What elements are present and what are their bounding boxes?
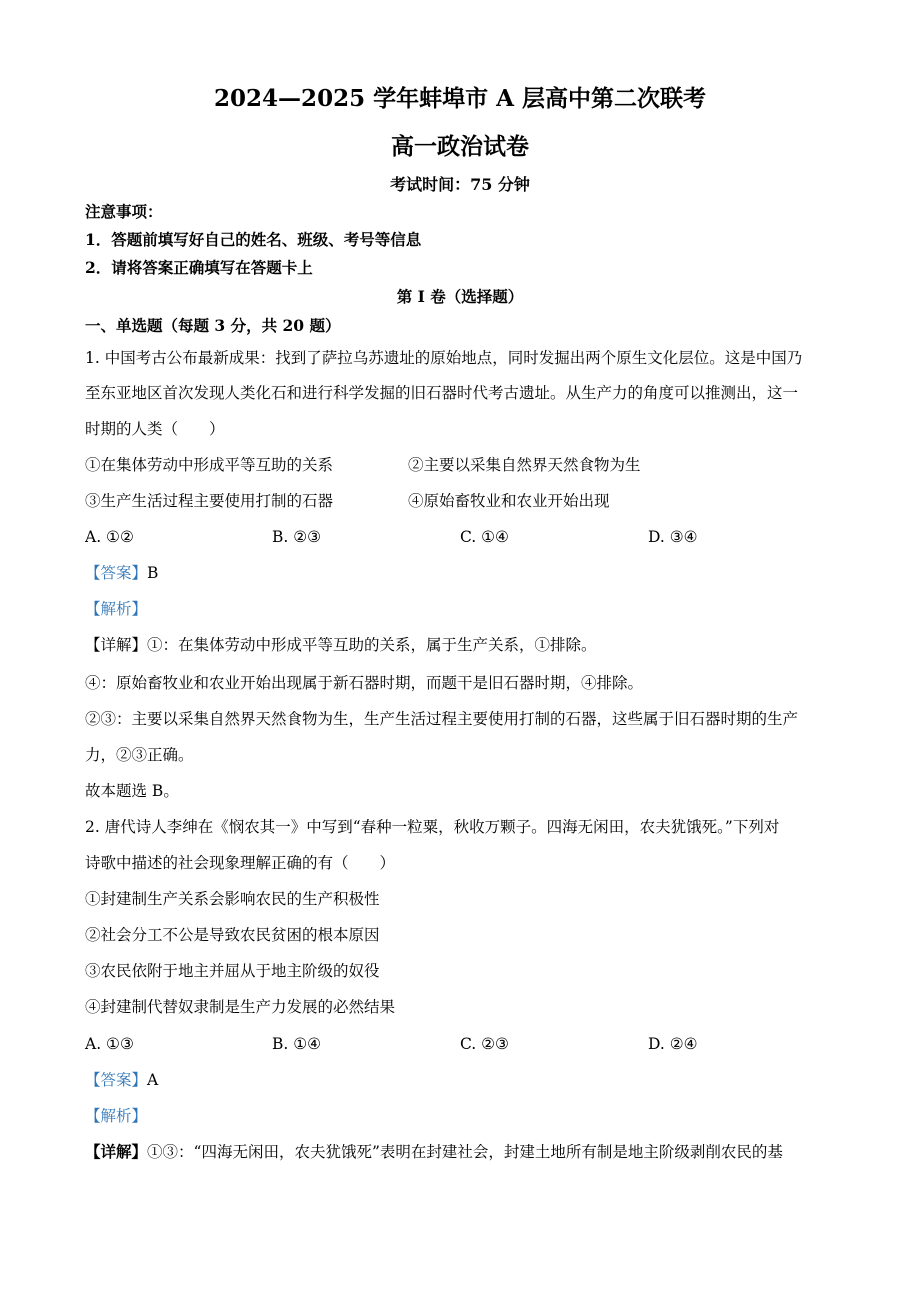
detail-text: ①：在集体劳动中形成平等互助的关系，属于生产关系，①排除。 xyxy=(147,636,597,654)
detail-text: ①③：“四海无闲田，农夫犹饿死”表明在封建社会，封建土地所有制是地主阶级剥削农民的基 xyxy=(147,1143,783,1161)
detail-line: ②③：主要以采集自然界天然食物为生，生产生活过程主要使用打制的石器，这些属于旧石器时期的生产 xyxy=(85,710,799,728)
option-d: D. ②④ xyxy=(648,1035,698,1053)
answer-value: A xyxy=(147,1071,159,1089)
notice-heading: 注意事项： xyxy=(85,202,163,221)
answer-tag: 【答案】 xyxy=(85,564,148,582)
answer-line xyxy=(85,1070,840,1090)
exam-time: 考试时间：75 分钟 xyxy=(390,175,530,194)
option-c: C. ②③ xyxy=(460,1035,509,1053)
detail-line xyxy=(85,635,840,655)
detail-line: ④：原始畜牧业和农业开始出现属于新石器时期，而题干是旧石器时期，④排除。 xyxy=(85,674,644,692)
statement: ③生产生活过程主要使用打制的石器 xyxy=(85,492,334,510)
notice-item: 1．答题前填写好自己的姓名、班级、考号等信息 xyxy=(85,230,422,249)
detail-line: 故本题选 B。 xyxy=(85,782,179,800)
question-stem-line: 1. 中国考古公布最新成果：找到了萨拉乌苏遗址的原始地点，同时发掘出两个原生文化层位。这是中国乃 xyxy=(85,349,803,367)
analysis-tag: 【解析】 xyxy=(85,600,148,618)
option-d: D. ③④ xyxy=(648,528,698,546)
answer-line xyxy=(85,563,840,583)
option-b: B. ①④ xyxy=(272,1035,322,1053)
answer-tag: 【答案】 xyxy=(85,1071,148,1089)
answer-value: B xyxy=(147,564,159,582)
question-stem-line: 诗歌中描述的社会现象理解正确的有（ ） xyxy=(85,854,396,872)
detail-line: 力，②③正确。 xyxy=(85,746,194,764)
statement: ②社会分工不公是导致农民贫困的根本原因 xyxy=(85,926,380,944)
question-stem-line: 至东亚地区首次发现人类化石和进行科学发掘的旧石器时代考古遗址。从生产力的角度可以推测出，这一 xyxy=(85,384,799,402)
section-heading: 一、单选题（每题 3 分，共 20 题） xyxy=(85,316,341,335)
option-c: C. ①④ xyxy=(460,528,509,546)
detail-tag: 【详解】 xyxy=(85,1142,148,1161)
option-a: A. ①③ xyxy=(85,1035,134,1053)
statement: ①在集体劳动中形成平等互助的关系 xyxy=(85,456,334,474)
question-stem-line: 时期的人类（ ） xyxy=(85,420,225,438)
part-title: 第 I 卷（选择题） xyxy=(396,287,524,306)
statement: ③农民依附于地主并屈从于地主阶级的奴役 xyxy=(85,962,380,980)
detail-tag: 【详解】 xyxy=(85,636,148,654)
option-a: A. ①② xyxy=(85,528,134,546)
statement: ④封建制代替奴隶制是生产力发展的必然结果 xyxy=(85,998,396,1016)
statement: ①封建制生产关系会影响农民的生产积极性 xyxy=(85,890,380,908)
option-b: B. ②③ xyxy=(272,528,322,546)
exam-title: 2024—2025 学年蚌埠市 A 层高中第二次联考 xyxy=(214,85,706,112)
question-stem-line: 2. 唐代诗人李绅在《悯农其一》中写到“春种一粒粟，秋收万颗子。四海无闲田，农夫犹饿死。”下列对 xyxy=(85,818,780,836)
notice-item: 2．请将答案正确填写在答题卡上 xyxy=(85,258,313,277)
detail-line xyxy=(85,1142,840,1162)
exam-subtitle: 高一政治试卷 xyxy=(391,133,529,160)
analysis-tag: 【解析】 xyxy=(85,1107,148,1125)
statement: ②主要以采集自然界天然食物为生 xyxy=(408,456,641,474)
statement: ④原始畜牧业和农业开始出现 xyxy=(408,492,610,510)
